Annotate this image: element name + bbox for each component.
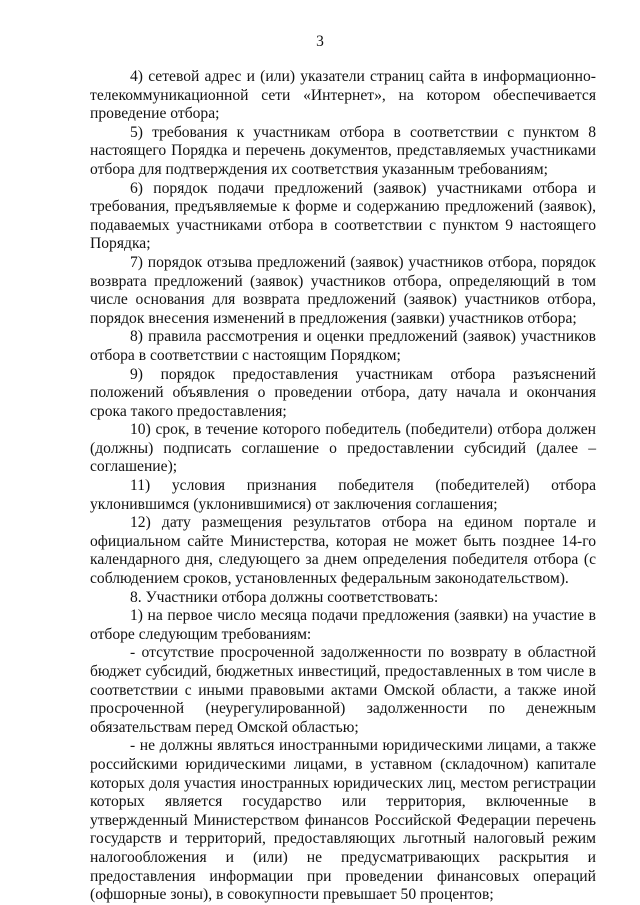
paragraph-item-4: 4) сетевой адрес и (или) указатели страниц сайта в информационно-телекоммуникационной сети «Интернет», на котором обеспечивается проведение отбора;	[90, 68, 596, 123]
requirement-not-foreign: - не должны являться иностранными юридическими лицами, а также российскими юридическими лицами, в уставном (складочном) капитале которых доля участия иностранных юридических лиц, местом регистрации которых является государство или территория, включенные в утвержденный Министерством финансов Российской Федерации перечень государств и территорий, предоставляющих льготный налоговый режим налогообложения и (или) не предусматривающих раскрытия и предоставления информации при проведении финансовых операций (офшорные зоны), в совокупности превышает 50 процентов;	[90, 737, 596, 904]
paragraph-item-7: 7) порядок отзыва предложений (заявок) участников отбора, порядок возврата предложений (заявок) участников отбора, определяющий в том числе основания для возврата предложений (заявок) участников отбора, порядок внесения изменений в предложения (заявки) участников отбора;	[90, 253, 596, 327]
page-number: 3	[316, 33, 324, 50]
paragraph-item-5: 5) требования к участникам отбора в соответствии с пунктом 8 настоящего Порядка и перечень документов, представляемых участниками отбора для подтверждения их соответствия указанным требованиям;	[90, 123, 596, 178]
paragraph-item-6: 6) порядок подачи предложений (заявок) участниками отбора и требования, предъявляемые к форме и содержанию предложений (заявок), подаваемых участниками отбора в соответствии с пунктом 9 настоящего Порядка;	[90, 179, 596, 253]
paragraph-item-11: 11) условия признания победителя (победителей) отбора уклонившимся (уклонившимися) от заключения соглашения;	[90, 477, 596, 513]
requirement-no-debt: - отсутствие просроченной задолженности по возврату в областной бюджет субсидий, бюджетных инвестиций, предоставленных в том числе в соответствии с иными правовыми актами Омской области, а также иной просроченной (неурегулированной) задолженности по денежным обязательствам перед Омской областью;	[90, 644, 596, 736]
paragraph-item-9: 9) порядок предоставления участникам отбора разъяснений положений объявления о проведении отбора, дату начала и окончания срока такого предоставления;	[90, 365, 596, 420]
requirement-1-intro: 1) на первое число месяца подачи предложения (заявки) на участие в отборе следующим требованиям:	[90, 607, 596, 643]
section-8-heading: 8. Участники отбора должны соответствовать:	[130, 588, 439, 606]
document-body	[90, 68, 596, 905]
paragraph-item-8: 8) правила рассмотрения и оценки предложений (заявок) участников отбора в соответствии с настоящим Порядком;	[90, 328, 596, 364]
paragraph-item-12: 12) дату размещения результатов отбора на едином портале и официальном сайте Министерства, которая не может быть позднее 14-го календарного дня, следующего за днем определения победителя отбора (с соблюдением сроков, установленных федеральным законодательством).	[90, 514, 596, 588]
paragraph-item-10: 10) срок, в течение которого победитель (победители) отбора должен (должны) подписать соглашение о предоставлении субсидий (далее – соглашение);	[90, 421, 596, 476]
